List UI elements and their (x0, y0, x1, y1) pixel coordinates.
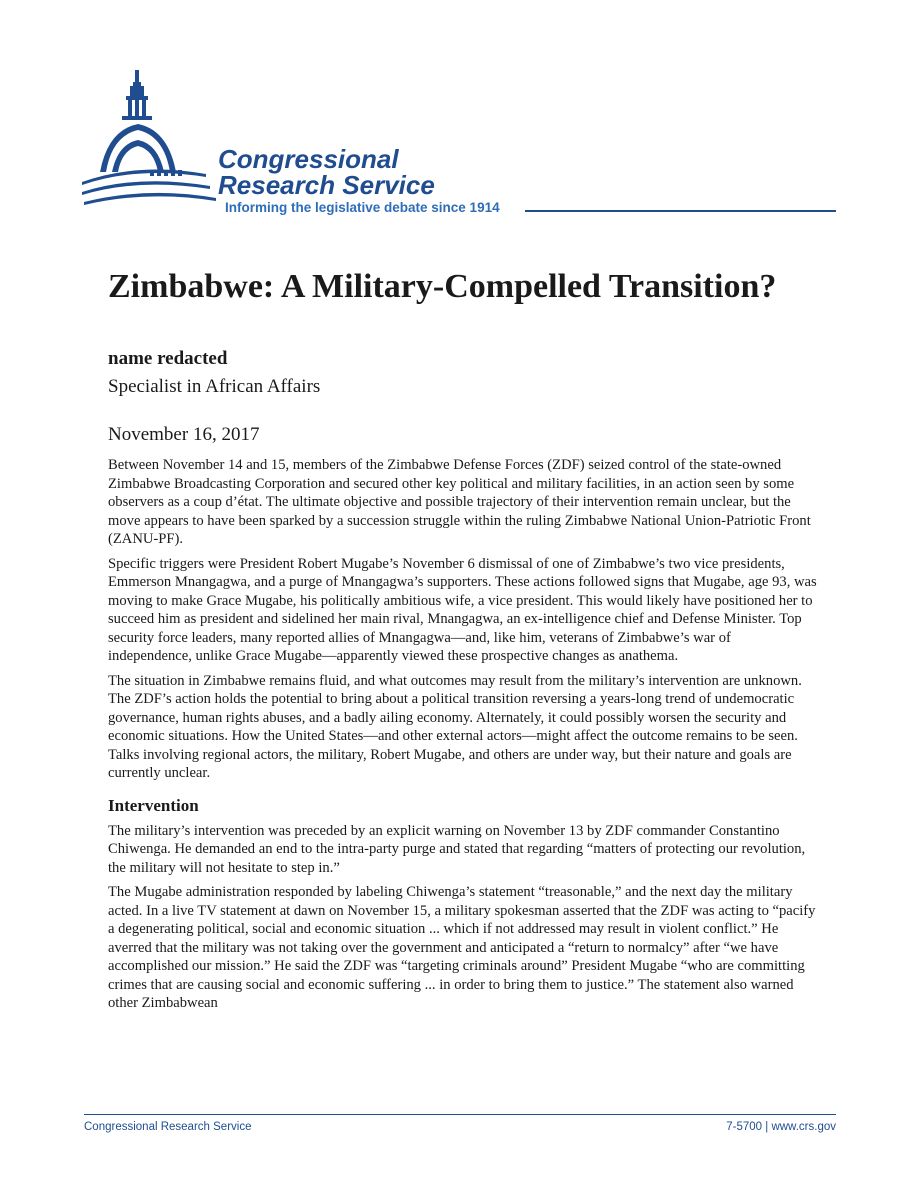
section-heading-intervention: Intervention (108, 795, 199, 815)
capitol-dome-icon (78, 62, 228, 222)
logo-name-line2: Research Service (218, 170, 435, 200)
report-title: Zimbabwe: A Military-Compelled Transition? (108, 268, 777, 305)
author-name: name redacted (108, 348, 228, 369)
crs-logo (78, 62, 838, 222)
section-paragraph-1: The military’s intervention was preceded by an explicit warning on November 13 by ZDF commander Constantino Chiwenga. He demanded an end to the intra-party purge and stated that regarding “matters of protecting our revolution, the military will not hesitate to step in.” (108, 822, 806, 876)
footer-report-id-and-url: 7-5700 | www.crs.gov (726, 1121, 836, 1133)
logo-tagline: Informing the legislative debate since 1914 (225, 200, 500, 215)
logo-name-line1: Congressional (218, 144, 399, 174)
section-paragraph-2: The Mugabe administration responded by labeling Chiwenga’s statement “treasonable,” and the next day the military acted. In a live TV statement at dawn on November 15, a military spokesman asserted that the ZDF was acting to “pacify a degenerating political, social and economic situation ... which if not addressed may result in violent conflict.” He averred that the military was not taking over the government and anticipated a “return to normalcy” after “we have accomplished our mission.” He said the ZDF was “targeting criminals around” President Mugabe “who are committing crimes that are causing social and economic suffering ... in order to bring them to justice.” The statement also warned other Zimbabwean (108, 884, 816, 1011)
logo-rule (525, 210, 836, 212)
footer-rule (84, 1114, 836, 1115)
report-date: November 16, 2017 (108, 424, 260, 445)
paragraph-3: The situation in Zimbabwe remains fluid, and what outcomes may result from the military’s intervention are unknown. The ZDF’s action holds the potential to bring about a political transition reversing a years-long trend of undemocratic governance, human rights abuses, and a badly ailing economy. Alternately, it could possibly worsen the security and economic situations. How the United States—and other external actors—might affect the outcome remains to be seen. Talks involving regional actors, the military, Robert Mugabe, and others are under way, but their nature and goals are currently unclear. (108, 672, 802, 781)
author-title: Specialist in African Affairs (108, 376, 321, 397)
report-body (108, 456, 818, 1019)
footer-publisher: Congressional Research Service (84, 1121, 252, 1133)
paragraph-1: Between November 14 and 15, members of the Zimbabwe Defense Forces (ZDF) seized control of the state-owned Zimbabwe Broadcasting Corporation and secured other key political and military facilities, in an action seen by some observers as a coup d’état. The ultimate objective and possible trajectory of their intervention remain unclear, but the move appears to have been sparked by a succession struggle within the ruling Zimbabwe National Union-Patriotic Front (ZANU-PF). (108, 457, 811, 547)
paragraph-2: Specific triggers were President Robert Mugabe’s November 6 dismissal of one of Zimbabwe’s two vice presidents, Emmerson Mnangagwa, and a purge of Mnangagwa’s supporters. These actions followed signs that Mugabe, age 93, was moving to make Grace Mugabe, his politically ambitious wife, a vice president. This would likely have positioned her to succeed him as president and sidelined her main rival, Mnangagwa, an ex-intelligence chief and Defense Minister. Top security force leaders, many reported allies of Mnangagwa—and, like him, veterans of Zimbabwe’s war of independence, unlike Grace Mugabe—apparently viewed these prospective changes as anathema. (108, 555, 817, 664)
